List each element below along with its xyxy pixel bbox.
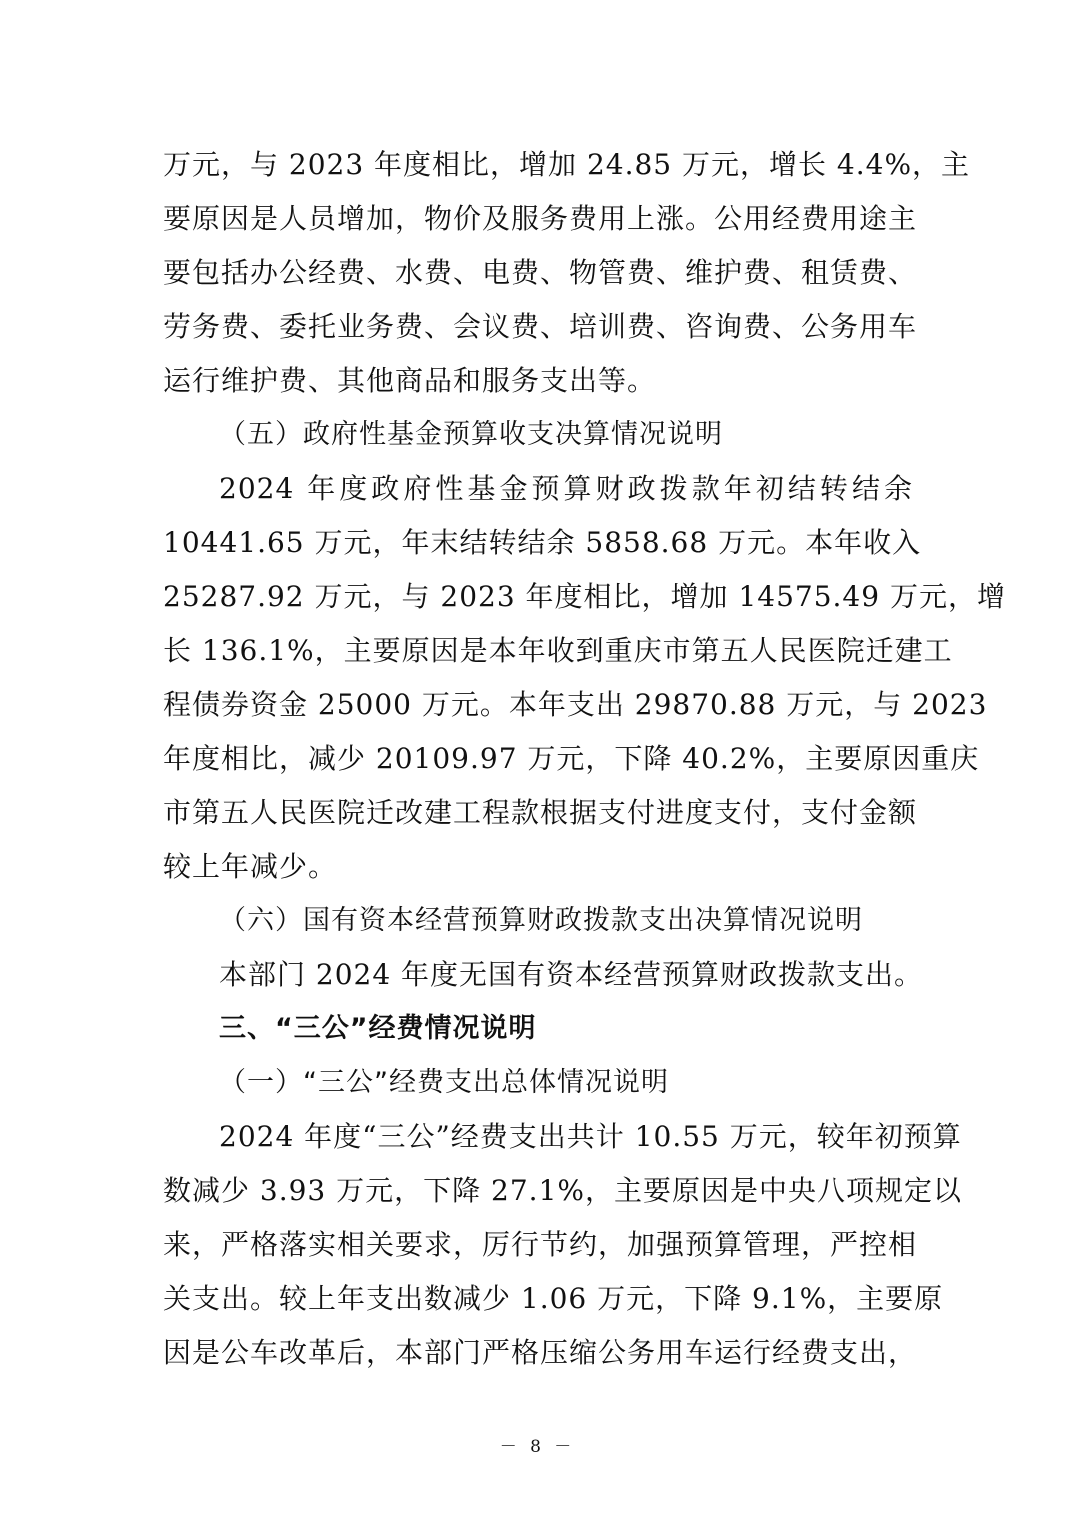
paragraph-line: 关支出。较上年支出数减少 1.06 万元，下降 9.1%，主要原: [163, 1282, 944, 1315]
section-heading-6: （六）国有资本经营预算财政拨款支出决算情况说明: [219, 905, 863, 936]
paragraph-line: 要原因是人员增加，物价及服务费用上涨。公用经费用途主: [163, 202, 918, 235]
paragraph-line: 长 136.1%，主要原因是本年收到重庆市第五人民医院迁建工: [163, 634, 953, 667]
paragraph-line: 劳务费、委托业务费、会议费、培训费、咨询费、公务用车: [163, 310, 918, 343]
paragraph-line: 来，严格落实相关要求，厉行节约，加强预算管理，严控相: [163, 1228, 918, 1261]
section-heading-5: （五）政府性基金预算收支决算情况说明: [219, 419, 723, 450]
paragraph-line: 程债券资金 25000 万元。本年支出 29870.88 万元，与 2023: [163, 688, 988, 721]
paragraph-line: 要包括办公经费、水费、电费、物管费、维护费、租赁费、: [163, 256, 918, 289]
paragraph-line: 2024 年度政府性基金预算财政拨款年初结转结余: [219, 472, 913, 505]
paragraph-line: 因是公车改革后，本部门严格压缩公务用车运行经费支出，: [163, 1336, 918, 1369]
paragraph-line: 25287.92 万元，与 2023 年度相比，增加 14575.49 万元，增: [163, 580, 1006, 613]
paragraph-line: 万元，与 2023 年度相比，增加 24.85 万元，增长 4.4%，主: [163, 148, 971, 181]
paragraph-line: 年度相比，减少 20109.97 万元，下降 40.2%，主要原因重庆: [163, 742, 980, 775]
paragraph-line: 数减少 3.93 万元，下降 27.1%，主要原因是中央八项规定以: [163, 1174, 962, 1207]
paragraph-line: 2024 年度“三公”经费支出共计 10.55 万元，较年初预算: [219, 1120, 962, 1153]
paragraph-line: 市第五人民医院迁改建工程款根据支付进度支付，支付金额: [163, 796, 918, 829]
paragraph-line: 较上年减少。: [163, 850, 338, 883]
section-heading-3-1: （一）“三公”经费支出总体情况说明: [219, 1067, 669, 1098]
paragraph-line: 本部门 2024 年度无国有资本经营预算财政拨款支出。: [219, 958, 924, 991]
paragraph-line: 运行维护费、其他商品和服务支出等。: [163, 364, 657, 397]
page-number: － 8 －: [499, 1437, 576, 1457]
paragraph-line: 10441.65 万元，年末结转结余 5858.68 万元。本年收入: [163, 526, 922, 559]
chapter-heading-3: 三、“三公”经费情况说明: [219, 1013, 537, 1044]
